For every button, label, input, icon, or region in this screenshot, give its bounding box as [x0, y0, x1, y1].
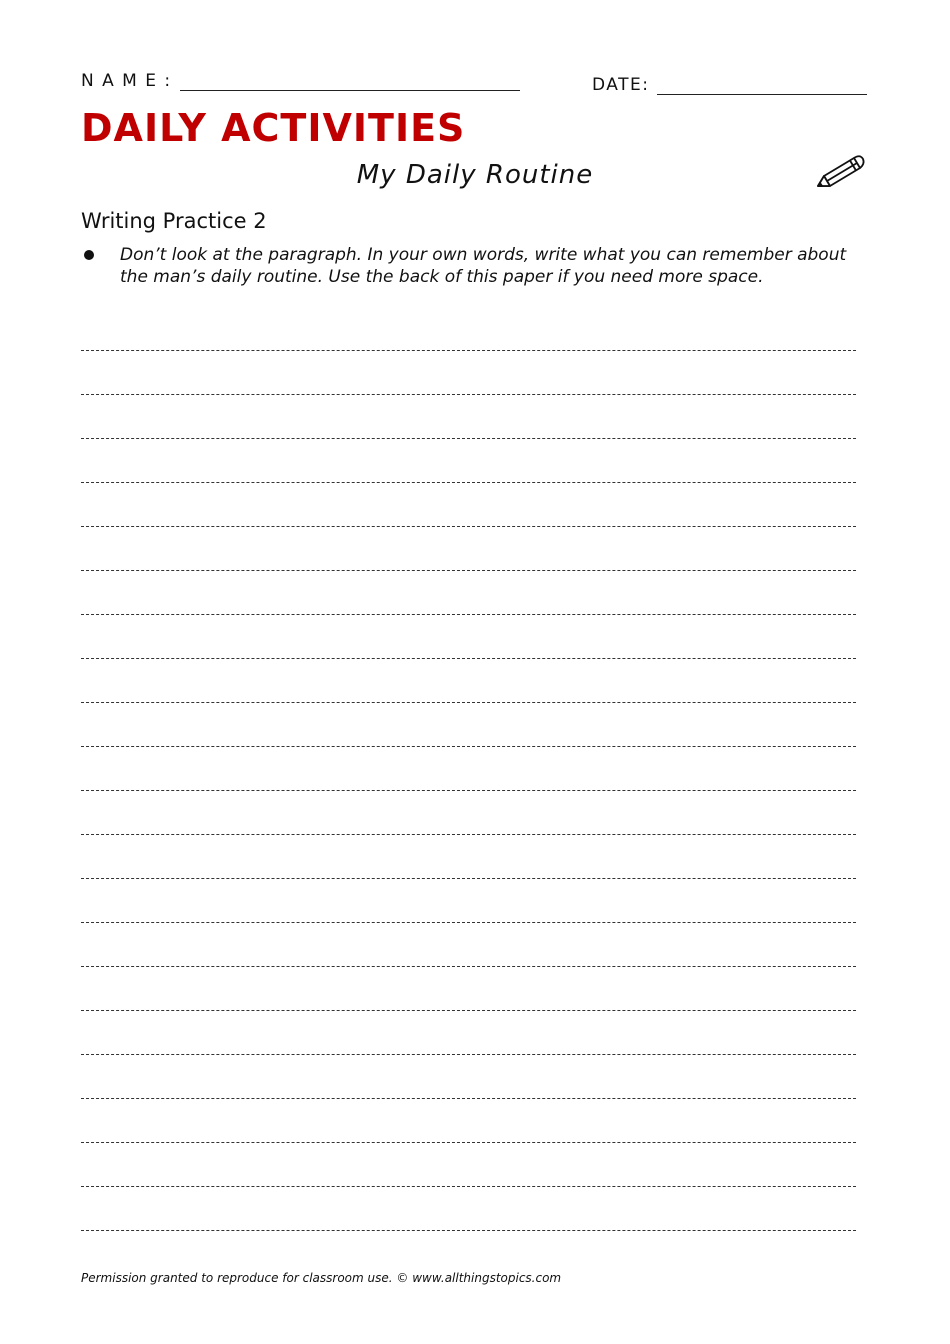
writing-line[interactable]	[81, 922, 856, 923]
writing-line[interactable]	[81, 1098, 856, 1099]
pencil-icon	[814, 150, 868, 194]
writing-line[interactable]	[81, 746, 856, 747]
writing-line[interactable]	[81, 394, 856, 395]
name-blank[interactable]	[180, 68, 520, 91]
writing-line[interactable]	[81, 1230, 856, 1231]
writing-line[interactable]	[81, 1010, 856, 1011]
writing-line[interactable]	[81, 966, 856, 967]
writing-line[interactable]	[81, 878, 856, 879]
writing-line[interactable]	[81, 570, 856, 571]
writing-line[interactable]	[81, 702, 856, 703]
instruction-item	[81, 244, 861, 288]
date-field	[592, 72, 867, 95]
writing-line[interactable]	[81, 658, 856, 659]
page-title: DAILY ACTIVITIES	[81, 106, 466, 150]
writing-line[interactable]	[81, 614, 856, 615]
writing-line[interactable]	[81, 350, 856, 351]
page-subtitle: My Daily Routine	[356, 160, 594, 190]
writing-line[interactable]	[81, 1054, 856, 1055]
writing-line[interactable]	[81, 438, 856, 439]
writing-line[interactable]	[81, 526, 856, 527]
section-title: Writing Practice 2	[81, 209, 267, 233]
name-label: N A M E :	[81, 71, 172, 91]
writing-line[interactable]	[81, 482, 856, 483]
footer-permission: Permission granted to reproduce for classroom use. © www.allthingstopics.com	[81, 1271, 562, 1285]
instruction-text: Don’t look at the paragraph. In your own words, write what you can remember about the man’s daily routine. Use the back of this paper if you need more space.	[120, 245, 847, 287]
writing-line[interactable]	[81, 834, 856, 835]
writing-line[interactable]	[81, 1186, 856, 1187]
writing-line[interactable]	[81, 790, 856, 791]
date-blank[interactable]	[657, 72, 867, 95]
name-field	[81, 68, 520, 91]
writing-line[interactable]	[81, 1142, 856, 1143]
bullet-icon	[84, 250, 94, 260]
date-label: DATE:	[592, 75, 650, 95]
